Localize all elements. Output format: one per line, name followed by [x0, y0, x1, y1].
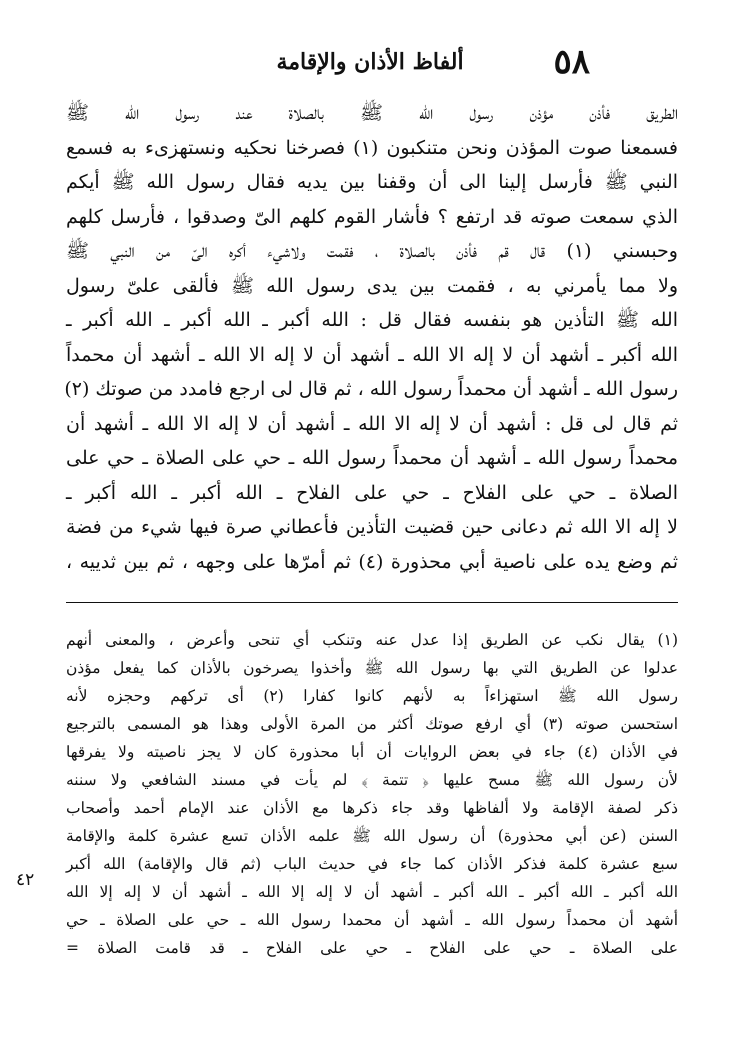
footnote-line: رسول الله ﷺ استهزاءاً به لأنهم كانوا كفارا (٢) أى تركهم وحجزه لأنه	[66, 687, 678, 705]
text-line: محمداً رسول الله ـ أشهد أن محمداً رسول الله ـ حي على الصلاة ـ حي على	[66, 447, 678, 469]
text-line: ثم قال لى قل : أشهد أن لا إله الا الله ـ أشهد أن لا إله الا الله ـ أشهد أن	[66, 412, 679, 435]
footnote-line: الله أكبر ـ الله أكبر ـ الله أكبر ـ أشهد أن لا إله إلا الله ـ أشهد أن لا إله إلا الله	[66, 883, 678, 901]
footnote-line: استحسن صوته (٣) أي ارفع صوتك أكثر من المرة الأولى وهذا هو المسمى بالترجيع	[66, 715, 679, 733]
footnotes	[66, 626, 678, 962]
margin-number: ٤٢	[16, 870, 35, 890]
footnote-divider	[66, 602, 678, 603]
footnote-line: أشهد أن محمداً رسول الله ـ أشهد أن محمدا رسول الله ـ حي على الصلاة ـ حي	[66, 911, 678, 929]
text-line: الطريق فأذن مؤذن رسول الله ﷺ بالصلاة عند رسول الله ﷺ	[66, 102, 678, 124]
footnote-line: في الأذان (٤) جاء في بعض الروايات أن أبا محذورة كان لا يجز ناصيته ولا يفرقها	[66, 743, 678, 761]
text-line: ثم وضع يده على ناصية أبي محذورة (٤) ثم أمرّها على وجهه ، ثم بين ثدييه ،	[66, 550, 678, 573]
text-line: لا إله الا الله ثم دعانى حين قضيت التأذين فأعطاني صرة فيها شيء من فضة	[66, 516, 678, 538]
footnote-line: (١) يقال نكب عن الطريق إذا عدل عنه وتنكب أي تنحى وأعرض ، والمعنى أنهم	[66, 631, 678, 649]
text-line: النبي ﷺ فأرسل إلينا الى أن وقفنا بين يديه فقال رسول الله ﷺ أيكم	[66, 171, 678, 193]
text-line: الله أكبر ـ أشهد أن لا إله الا الله ـ أشهد أن لا إله الا الله ـ أشهد أن محمداً	[66, 343, 678, 366]
footnote-line: سبع عشرة كلمة فذكر الأذان كما جاء في حديث الباب (ثم قال والإقامة) الله أكبر	[66, 855, 678, 873]
page-number: ٥٨	[553, 42, 590, 82]
text-line: ولا مما يأمرني به ، فقمت بين يدى رسول الله ﷺ فألقى علىّ رسول	[66, 274, 678, 297]
main-text	[66, 96, 678, 579]
text-line: رسول الله ـ أشهد أن محمداً رسول الله ، ثم قال لى ارجع فامدد من صوتك (٢)	[64, 378, 678, 400]
footnote-line: السنن (عن أبي محذورة) أن رسول الله ﷺ علمه الأذان تسع عشرة كلمة والإقامة	[66, 827, 678, 845]
footnote-line: عدلوا عن الطريق التي بها رسول الله ﷺ وأخذوا يصرخون بالأذان كما يفعل مؤذن	[66, 659, 678, 677]
text-line: فسمعنا صوت المؤذن ونحن متنكبون (١) فصرخنا نحكيه ونستهزىء به فسمع	[66, 136, 679, 159]
text-line: الذي سمعت صوته قد ارتفع ؟ فأشار القوم كلهم الىّ وصدقوا ، فأرسل كلهم	[66, 205, 678, 228]
footnote-line: على الصلاة ـ حي على الفلاح ـ حي على الفلاح ـ قد قامت الصلاة =	[66, 939, 678, 957]
footnote-line: لأن رسول الله ﷺ مسح عليها ﴿ تتمة ﴾ لم يأت في مسند الشافعي ولا سننه	[66, 771, 678, 789]
text-line: وحبسني (١) قال قم فأذن بالصلاة ، فقمت ولاشيء أكره الىّ من النبي ﷺ	[66, 240, 678, 262]
running-head: ألفاظ الأذان والإقامة	[276, 49, 464, 75]
text-line: الله ﷺ التأذين هو بنفسه فقال قل : الله أكبر ـ الله أكبر ـ الله أكبر ـ	[66, 309, 678, 331]
page-header	[150, 42, 590, 82]
text-line: الصلاة ـ حي على الفلاح ـ حي على الفلاح ـ الله أكبر ـ الله أكبر ـ	[66, 481, 678, 504]
footnote-line: ذكر لصفة الإقامة ولا ألفاظها وقد جاء ذكرها مع الأذان عند الإمام أحمد وأصحاب	[66, 799, 678, 817]
